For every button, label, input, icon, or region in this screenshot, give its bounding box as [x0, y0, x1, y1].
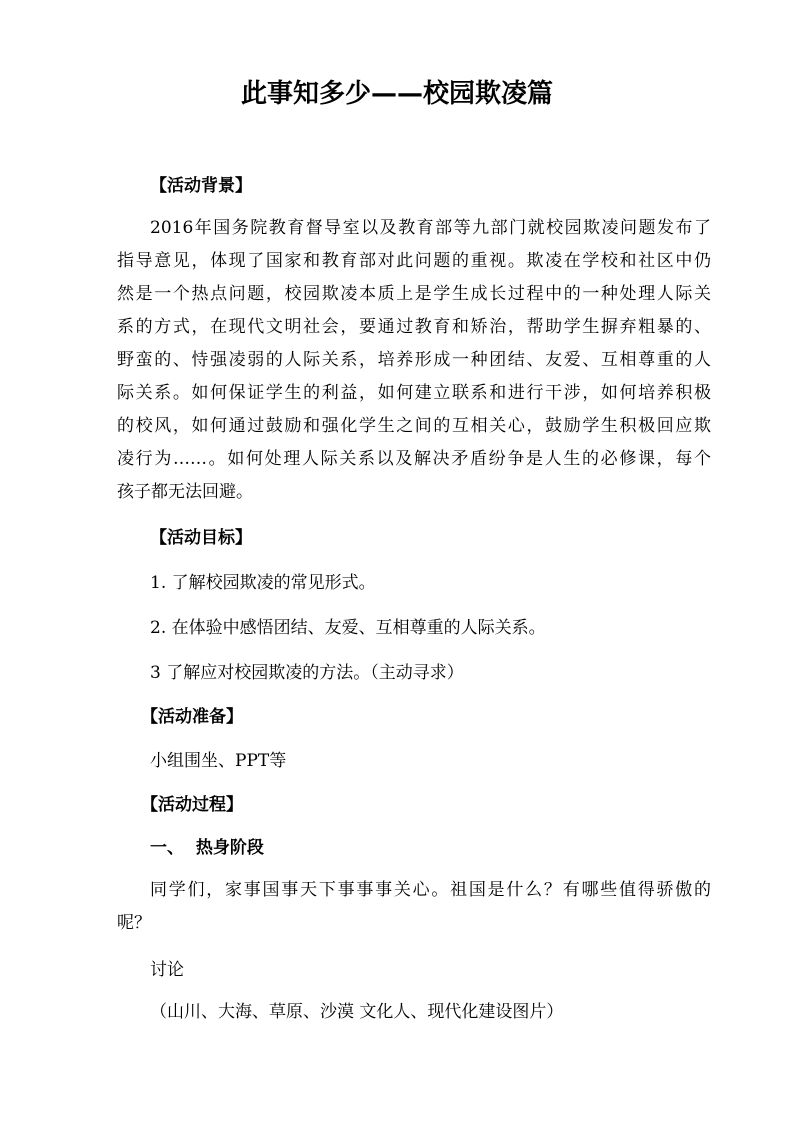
- background-line-1: 2016年国务院教育督导室以及教育部等九部门就校园欺凌问题发布了: [150, 218, 711, 238]
- goal-item-2: 2. 在体验中感悟团结、友爱、互相尊重的人际关系。: [150, 618, 546, 638]
- discussion-label: 讨论: [150, 960, 184, 980]
- stage-one-line-1: 同学们，家事国事天下事事事关心。祖国是什么？有哪些值得骄傲的: [150, 880, 711, 900]
- background-line-7: 的校风，如何通过鼓励和强化学生之间的互相关心，鼓励学生积极回应欺: [117, 416, 711, 436]
- background-heading: 【活动背景】: [150, 176, 252, 196]
- goals-heading: 【活动目标】: [150, 528, 252, 548]
- background-line-8: 凌行为……。如何处理人际关系以及解决矛盾纷争是人生的必修课，每个: [117, 449, 711, 469]
- preparation-text: 小组围坐、PPT等: [150, 751, 287, 771]
- document-title: 此事知多少——校园欺凌篇: [240, 79, 553, 109]
- stage-one-line-2: 呢？: [117, 913, 151, 933]
- preparation-heading: 【活动准备】: [141, 707, 243, 727]
- background-line-5: 野蛮的、恃强凌弱的人际关系，培养形成一种团结、友爱、互相尊重的人: [117, 350, 711, 370]
- background-line-6: 际关系。如何保证学生的利益，如何建立联系和进行干涉，如何培养积极: [117, 383, 711, 403]
- background-line-3: 然是一个热点问题，校园欺凌本质上是学生成长过程中的一种处理人际关: [117, 284, 711, 304]
- stage-one-heading: 一、 热身阶段: [150, 838, 264, 858]
- discussion-note: （山川、大海、草原、沙漠 文化人、现代化建设图片）: [150, 1002, 564, 1022]
- background-line-4: 系的方式，在现代文明社会，要通过教育和矫治，帮助学生摒弃粗暴的、: [117, 317, 711, 337]
- process-heading: 【活动过程】: [141, 795, 243, 815]
- goal-item-1: 1. 了解校园欺凌的常见形式。: [150, 573, 376, 593]
- background-line-9: 孩子都无法回避。: [117, 482, 253, 502]
- goal-item-3: 3 了解应对校园欺凌的方法。（主动寻求）: [150, 663, 464, 683]
- background-line-2: 指导意见，体现了国家和教育部对此问题的重视。欺凌在学校和社区中仍: [117, 251, 711, 271]
